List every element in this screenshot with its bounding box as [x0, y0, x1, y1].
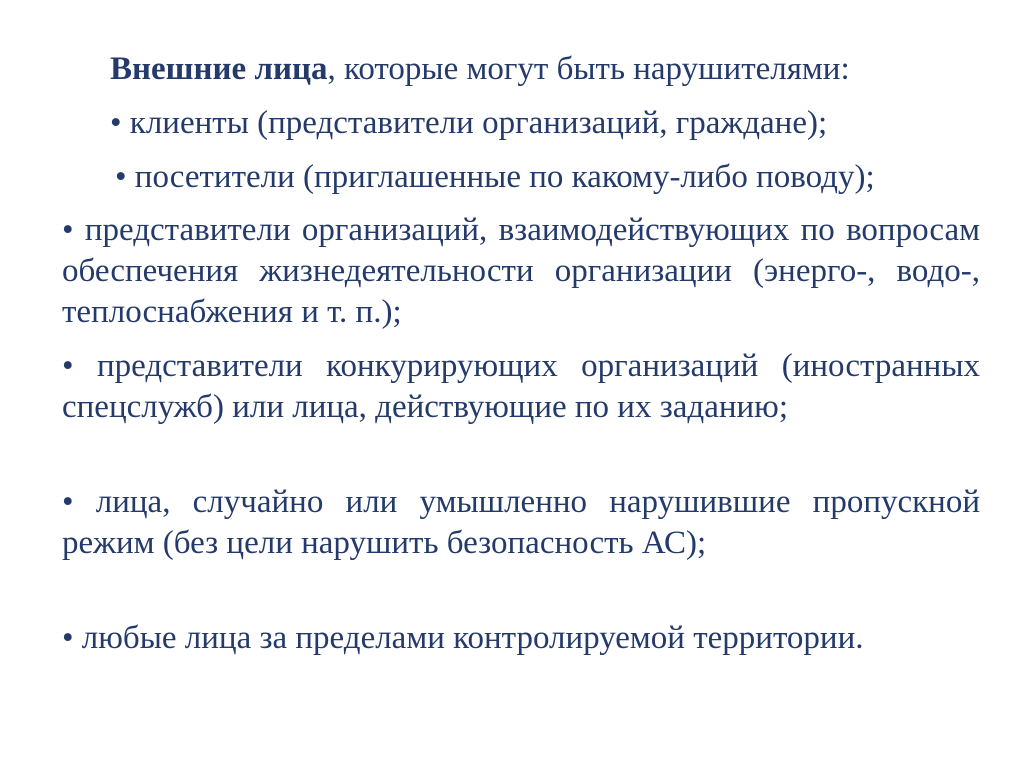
heading-rest: , которые могут быть нарушителями:	[327, 51, 850, 87]
bullet-paragraph: • лица, случайно или умышленно нарушившие пропускной режим (без цели нарушить безопасность АС);	[62, 484, 980, 561]
bullet-item: • посетители (приглашенные по какому-либо поводу);	[115, 159, 875, 195]
bullet-paragraph: • любые лица за пределами контролируемой территории.	[62, 620, 864, 656]
bullet-paragraph: • представители организаций, взаимодействующих по вопросам обеспечения жизнедеятельности организации (энерго-, водо-, теплоснабжения и т. п.);	[62, 212, 980, 330]
heading-bold-term: Внешние лица	[110, 51, 328, 87]
slide-heading	[110, 49, 990, 90]
bullet-item: • клиенты (представители организаций, граждане);	[110, 105, 828, 141]
bullet-paragraph: • представители конкурирующих организаций (иностранных спецслужб) или лица, действующие по их заданию;	[62, 348, 980, 425]
